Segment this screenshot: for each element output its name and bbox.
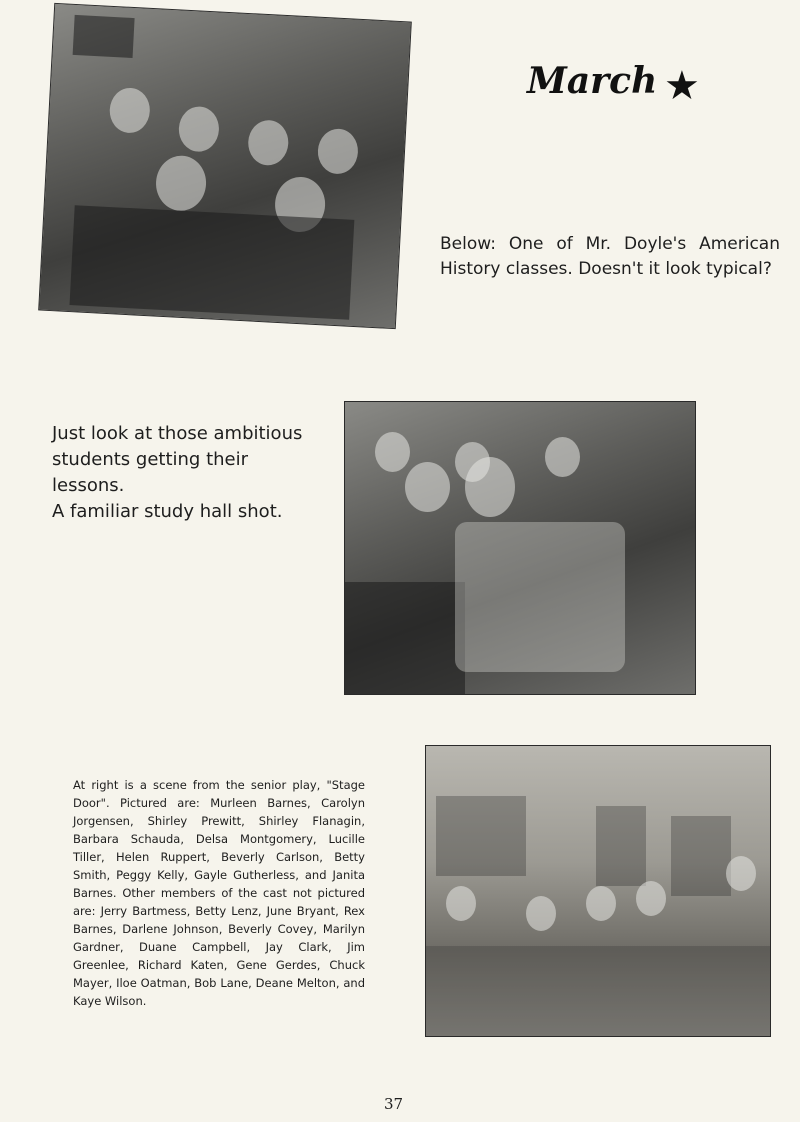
study-hall-photo <box>344 401 696 695</box>
history-class-caption: Below: One of Mr. Doyle's American History classes. Doesn't it look typical? <box>440 234 780 279</box>
senior-play-photo <box>425 745 771 1037</box>
history-class-photo <box>38 3 412 329</box>
senior-play-caption: At right is a scene from the senior play, "Stage Door". Pictured are: Murleen Barnes, Carolyn Jorgensen, Shirley Prewitt, Shirley Flanagin, Barbara Schauda, Delsa Montgomery, Lucille Tiller, Helen Ruppert, Beverly Carlson, Betty Smith, Peggy Kelly, Gayle Gutherless, and Janita Barnes. Other members of the cast not pictured are: Jerry Bartmess, Betty Lenz, June Bryant, Rex Barnes, Darlene Johnson, Beverly Covey, Marilyn Gardner, Duane Campbell, Jay Clark, Jim Greenlee, Richard Katen, Gene Gerdes, Chuck Mayer, Iloe Oatman, Bob Lane, Deane Melton, and Kaye Wilson. <box>73 778 365 1008</box>
page-number: 37 <box>384 1095 404 1113</box>
page-title: March <box>527 60 658 102</box>
study-hall-caption-line: A familiar study hall shot. <box>52 501 283 522</box>
star-icon: ★ <box>664 63 700 109</box>
study-hall-caption <box>52 421 322 525</box>
study-hall-caption-line: students getting their lessons. <box>52 449 249 496</box>
study-hall-caption-line: Just look at those ambitious <box>52 423 303 444</box>
